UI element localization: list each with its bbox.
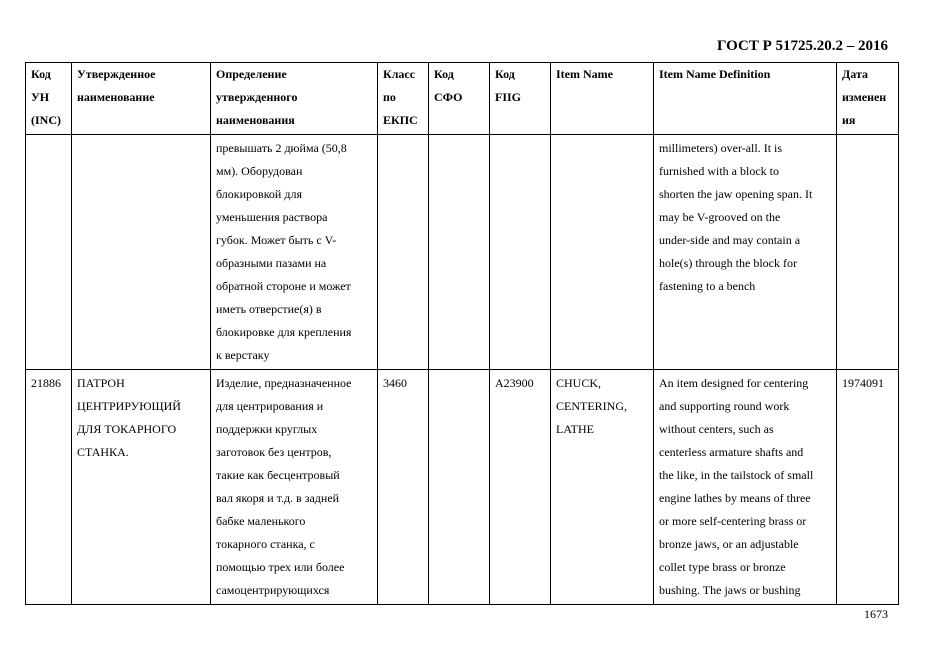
cell-change-date xyxy=(837,135,899,370)
cell-fiig: A23900 xyxy=(490,370,551,605)
cell-item-name xyxy=(551,135,654,370)
cell-sfo xyxy=(429,370,490,605)
cell-class: 3460 xyxy=(378,370,429,605)
cell-sfo xyxy=(429,135,490,370)
catalog-table xyxy=(25,62,899,605)
cell-class xyxy=(378,135,429,370)
table-header-row xyxy=(26,63,899,135)
header-fiig: Код FIIG xyxy=(490,63,551,135)
cell-item-name-definition: An item designed for centering and supporting round work without centers, such as centerless armature shafts and the like, in the tailstock of small engine lathes by means of three or more self-centering brass or bronze jaws, or an adjustable collet type brass or bronze bushing. The jaws or bushing xyxy=(654,370,837,605)
cell-approved-name: ПАТРОН ЦЕНТРИРУЮЩИЙ ДЛЯ ТОКАРНОГО СТАНКА. xyxy=(72,370,211,605)
cell-change-date: 1974091 xyxy=(837,370,899,605)
cell-fiig xyxy=(490,135,551,370)
header-change-date: Дата изменен ия xyxy=(837,63,899,135)
cell-inc xyxy=(26,135,72,370)
page-number: 1673 xyxy=(864,607,888,621)
cell-item-name-definition: millimeters) over-all. It is furnished with a block to shorten the jaw opening span. It may be V-grooved on the under-side and may contain a hole(s) through the block for fastening to a bench xyxy=(654,135,837,370)
cell-approved-name xyxy=(72,135,211,370)
table-row xyxy=(26,370,899,605)
cell-inc: 21886 xyxy=(26,370,72,605)
table-row xyxy=(26,135,899,370)
cell-definition: превышать 2 дюйма (50,8 мм). Оборудован блокировкой для уменьшения раствора губок. Может быть с V- образными пазами на обратной стороне и может иметь отверстие(я) в блокировке для крепления к верстаку xyxy=(211,135,378,370)
header-class: Класс по ЕКПС xyxy=(378,63,429,135)
cell-definition: Изделие, предназначенное для центрирования и поддержки круглых заготовок без центров, такие как бесцентровый вал якоря и т.д. в задней бабке маленького токарного станка, с помощью трех или более самоцентрирующихся xyxy=(211,370,378,605)
header-item-name-definition: Item Name Definition xyxy=(654,63,837,135)
header-definition: Определение утвержденного наименования xyxy=(211,63,378,135)
header-approved-name: Утвержденное наименование xyxy=(72,63,211,135)
document-standard-title: ГОСТ Р 51725.20.2 – 2016 xyxy=(716,38,888,54)
header-sfo: Код СФО xyxy=(429,63,490,135)
cell-item-name: CHUCK, CENTERING, LATHE xyxy=(551,370,654,605)
header-inc: Код УН (INC) xyxy=(26,63,72,135)
header-item-name: Item Name xyxy=(551,63,654,135)
